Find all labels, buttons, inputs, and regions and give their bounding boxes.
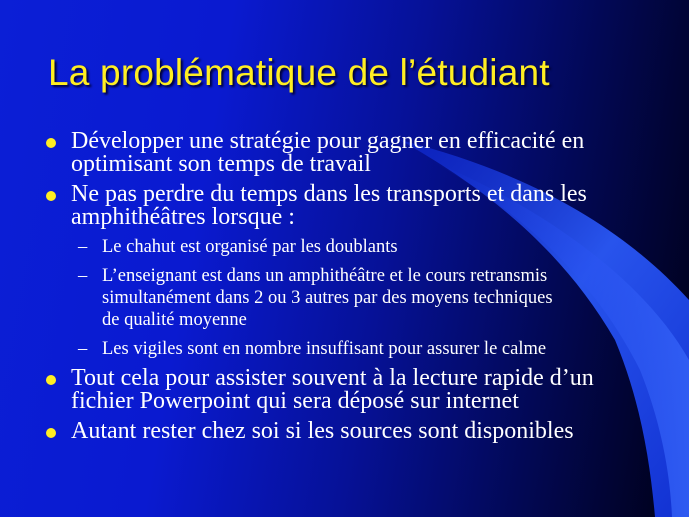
dash-icon: –: [78, 339, 88, 359]
sub-bullet-item: [78, 265, 674, 331]
sub-bullet-line: de qualité moyenne: [102, 310, 247, 330]
sub-bullet-line: simultanément dans 2 ou 3 autres par des moyens techniques: [102, 288, 553, 308]
bullet-line: Ne pas perdre du temps dans les transports et dans les: [71, 181, 587, 207]
bullet-line: Autant rester chez soi si les sources sont disponibles: [71, 418, 574, 444]
sub-bullet-line: L’enseignant est dans un amphithéâtre et le cours retransmis: [102, 266, 548, 286]
bullet-item: [44, 420, 674, 443]
bullet-dot-icon: [46, 191, 56, 201]
slide-title: La problématique de l’étudiant: [48, 52, 550, 93]
dash-icon: –: [78, 237, 88, 257]
bullet-item: [44, 367, 674, 413]
sub-bullet-item: [78, 338, 674, 360]
bullet-dot-icon: [46, 428, 56, 438]
bullet-line: Tout cela pour assister souvent à la lecture rapide d’un: [71, 365, 594, 391]
dash-icon: –: [78, 266, 88, 286]
bullet-item: [44, 183, 674, 229]
sub-bullet-line: Le chahut est organisé par les doublants: [102, 237, 398, 257]
bullet-line: fichier Powerpoint qui sera déposé sur internet: [71, 388, 519, 414]
bullet-dot-icon: [46, 138, 56, 148]
sub-bullet-item: [78, 236, 674, 258]
bullet-item: [44, 130, 674, 176]
bullet-line: optimisant son temps de travail: [71, 151, 371, 177]
bullet-line: amphithéâtres lorsque :: [71, 204, 295, 230]
sub-bullet-line: Les vigiles sont en nombre insuffisant pour assurer le calme: [102, 339, 547, 359]
bullet-line: Développer une stratégie pour gagner en efficacité en: [71, 128, 585, 154]
slide-content: [44, 130, 674, 450]
bullet-dot-icon: [46, 375, 56, 385]
